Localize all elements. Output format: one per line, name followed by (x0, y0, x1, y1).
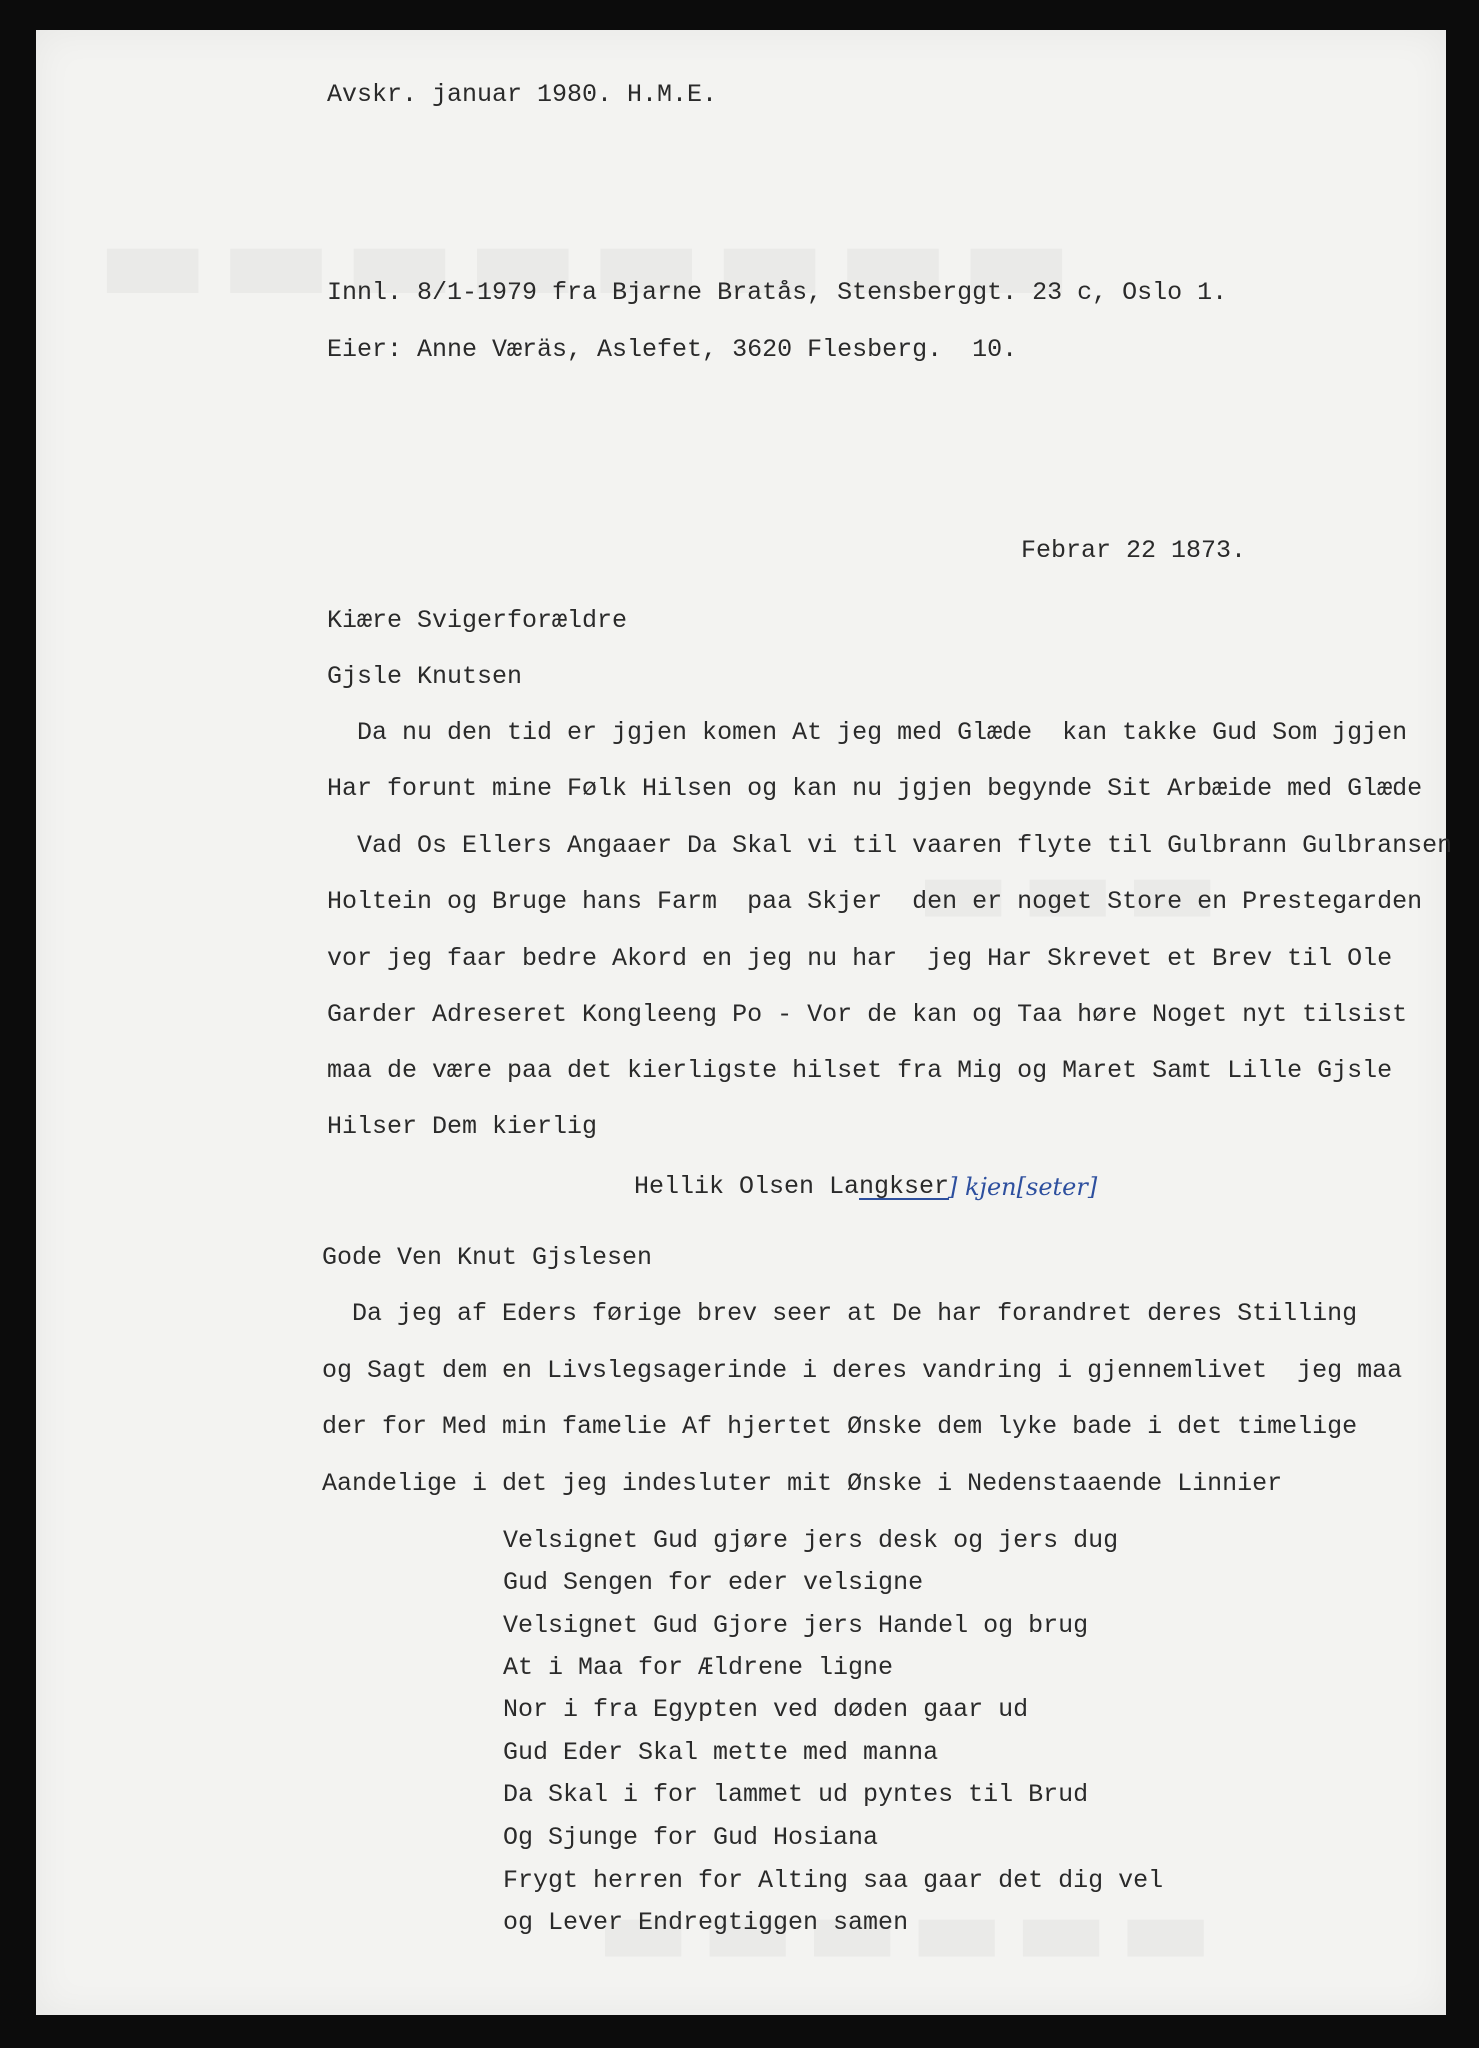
letter2-body-line: og Sagt dem en Livslegsagerinde i deres vandring i gjennemlivet jeg maa (322, 1356, 1403, 1385)
verse-line: og Lever Endregtiggen samen (503, 1908, 909, 1937)
letter1-body-line: maa de være paa det kierligste hilset fra Mig og Maret Samt Lille Gjsle (327, 1056, 1393, 1085)
verse-line: Nor i fra Egypten ved døden gaar ud (503, 1695, 1029, 1724)
bleed-through-mark (96, 190, 1083, 331)
verse-line: Gud Sengen for eder velsigne (503, 1568, 924, 1597)
letter2-body-line: der for Med min famelie Af hjertet Ønske dem lyke bade i det timelige (322, 1412, 1358, 1441)
letter2-body-line: Da jeg af Eders førige brev seer at De har forandret deres Stilling (322, 1299, 1358, 1328)
owner-line: Eier: Anne Væräs, Aslefet, 3620 Flesberg. 10. (327, 335, 1018, 364)
verse-line: Velsignet Gud gjøre jers desk og jers dug (503, 1526, 1119, 1555)
handwritten-correction: ] kjen[seter] (948, 1173, 1098, 1201)
letter1-body-line: Vad Os Ellers Angaaer Da Skal vi til vaaren flyte til Gulbrann Gulbransen (327, 831, 1453, 860)
verse-line: At i Maa for Ældrene ligne (503, 1653, 894, 1682)
letter1-body-line: Da nu den tid er jgjen komen At jeg med Glæde kan takke Gud Som jgjen (327, 718, 1408, 747)
letter1-signature: Hellik Olsen Langkser (634, 1172, 950, 1201)
verse-line: Velsignet Gud Gjore jers Handel og brug (503, 1611, 1089, 1640)
received-line: Innl. 8/1-1979 fra Bjarne Bratås, Stensberggt. 23 c, Oslo 1. (327, 278, 1228, 307)
letter2-body-line: Aandelige i det jeg indesluter mit Ønske i Nedenstaaende Linnier (322, 1469, 1283, 1498)
letter1-body-line: Holtein og Bruge hans Farm paa Skjer den er noget Store en Prestegarden (327, 887, 1423, 916)
letter1-body-line: Garder Adreseret Kongleeng Po - Vor de kan og Taa høre Noget nyt tilsist (327, 1000, 1408, 1029)
verse-line: Da Skal i for lammet ud pyntes til Brud (503, 1780, 1089, 1809)
pen-underline-mark (859, 1198, 949, 1200)
letter1-salutation: Kiære Svigerforældre (327, 606, 628, 635)
letter-date: Febrar 22 1873. (1021, 536, 1247, 565)
verse-line: Og Sjunge for Gud Hosiana (503, 1823, 879, 1852)
letter1-body-line: Har forunt mine Følk Hilsen og kan nu jgjen begynde Sit Arbæide med Glæde (327, 774, 1423, 803)
transcription-note: Avskr. januar 1980. H.M.E. (327, 80, 718, 109)
document-page (36, 30, 1453, 2015)
letter1-body-line: vor jeg faar bedre Akord en jeg nu har jeg Har Skrevet et Brev til Ole (327, 944, 1393, 973)
verse-line: Gud Eder Skal mette med manna (503, 1738, 939, 1767)
letter1-name: Gjsle Knutsen (327, 662, 523, 691)
letter2-salutation: Gode Ven Knut Gjslesen (322, 1243, 653, 1272)
letter1-body-line: Hilser Dem kierlig (327, 1112, 598, 1141)
verse-line: Frygt herren for Alting saa gaar det dig vel (503, 1866, 1164, 1895)
